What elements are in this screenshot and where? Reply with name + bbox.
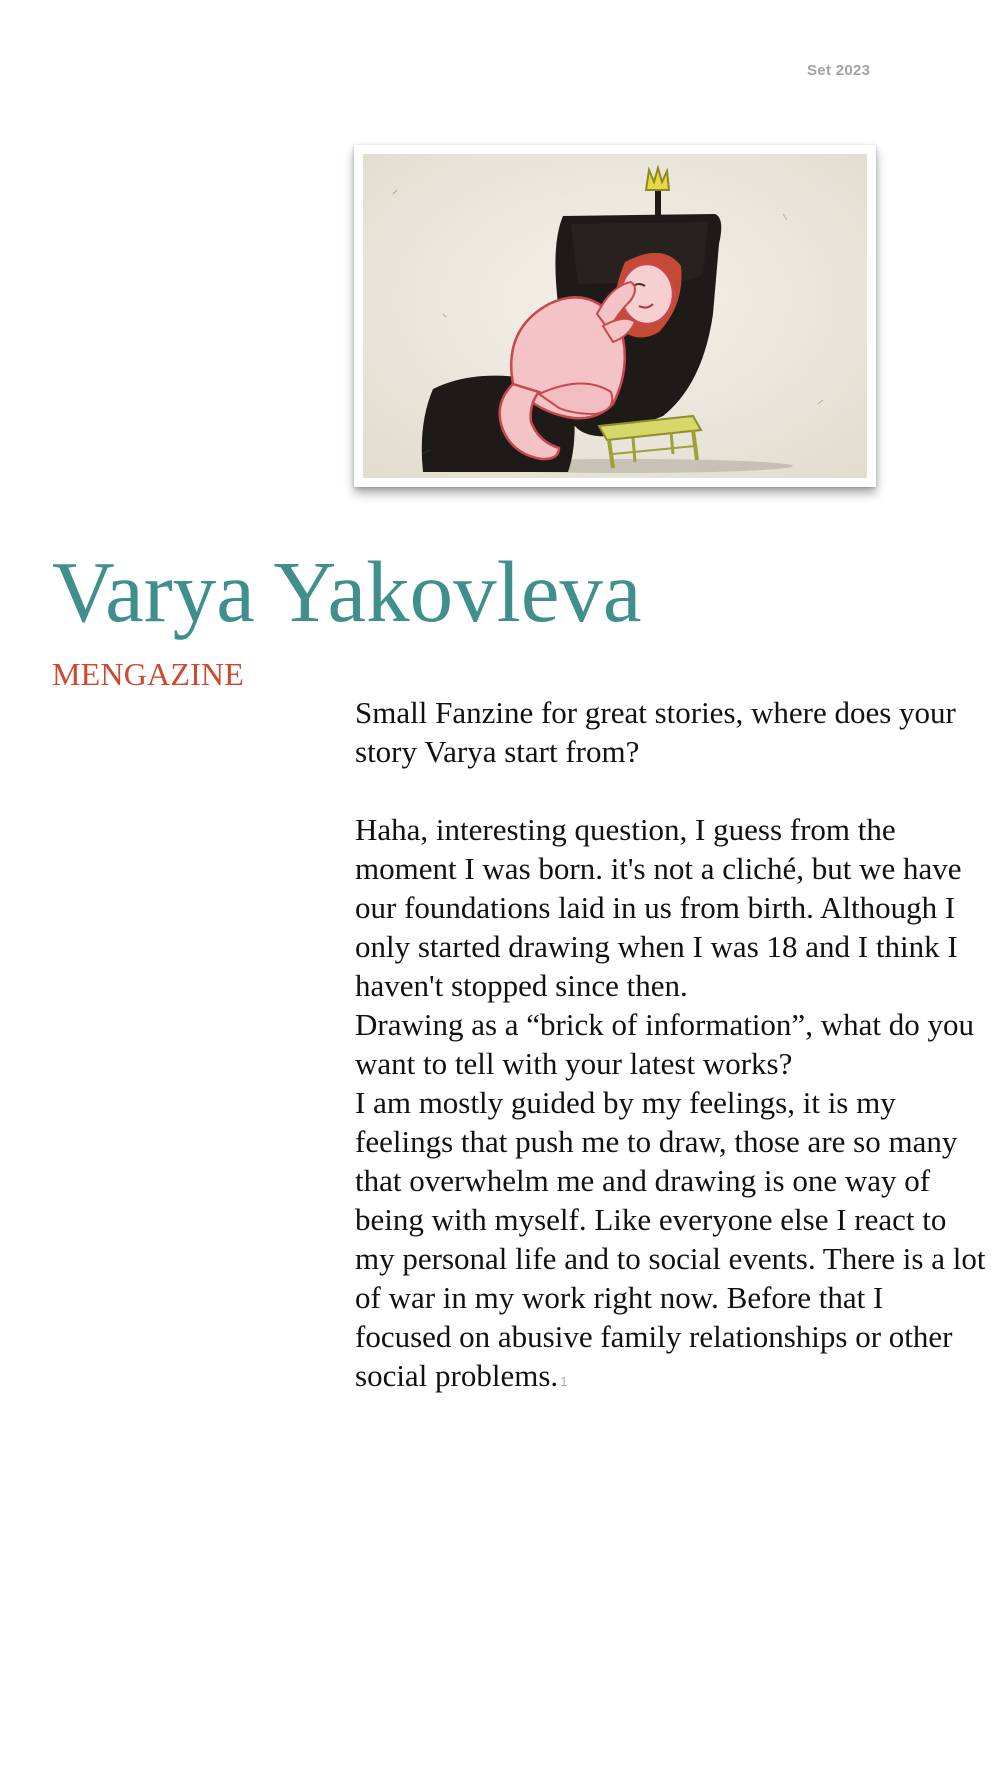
interview-question-2: Drawing as a “brick of information”, what do you want to tell with your latest works? (355, 1007, 974, 1081)
magazine-name: MENGAZINE (52, 656, 244, 692)
illustration-frame (354, 145, 876, 487)
issue-date: Set 2023 (807, 62, 871, 79)
interview-answer-2: I am mostly guided by my feelings, it is my feelings that push me to draw, those are so many that overwhelm me and drawing is one way of being with myself. Like everyone else I react to my personal life and to social events. There is a lot of war in my work right now. Before that I focused on abusive family relationships or other social problems. (355, 1085, 986, 1393)
interview-answer-2-wrapper (355, 1083, 987, 1401)
interview-answer-1: Haha, interesting question, I guess from the moment I was born. it's not a cliché, but we have our foundations laid in us from birth. Although I only started drawing when I was 18 and I think I haven't stopped since then. (355, 812, 962, 1003)
artwork-drawing (363, 154, 867, 478)
paragraph-spacer (355, 771, 987, 810)
interview-question-1: Small Fanzine for great stories, where does your story Varya start from? (355, 695, 956, 769)
artwork-illustration (363, 154, 867, 478)
article-body (355, 693, 987, 1401)
page-number: 1 (560, 1374, 568, 1389)
article-title: Varya Yakovleva (52, 543, 642, 640)
